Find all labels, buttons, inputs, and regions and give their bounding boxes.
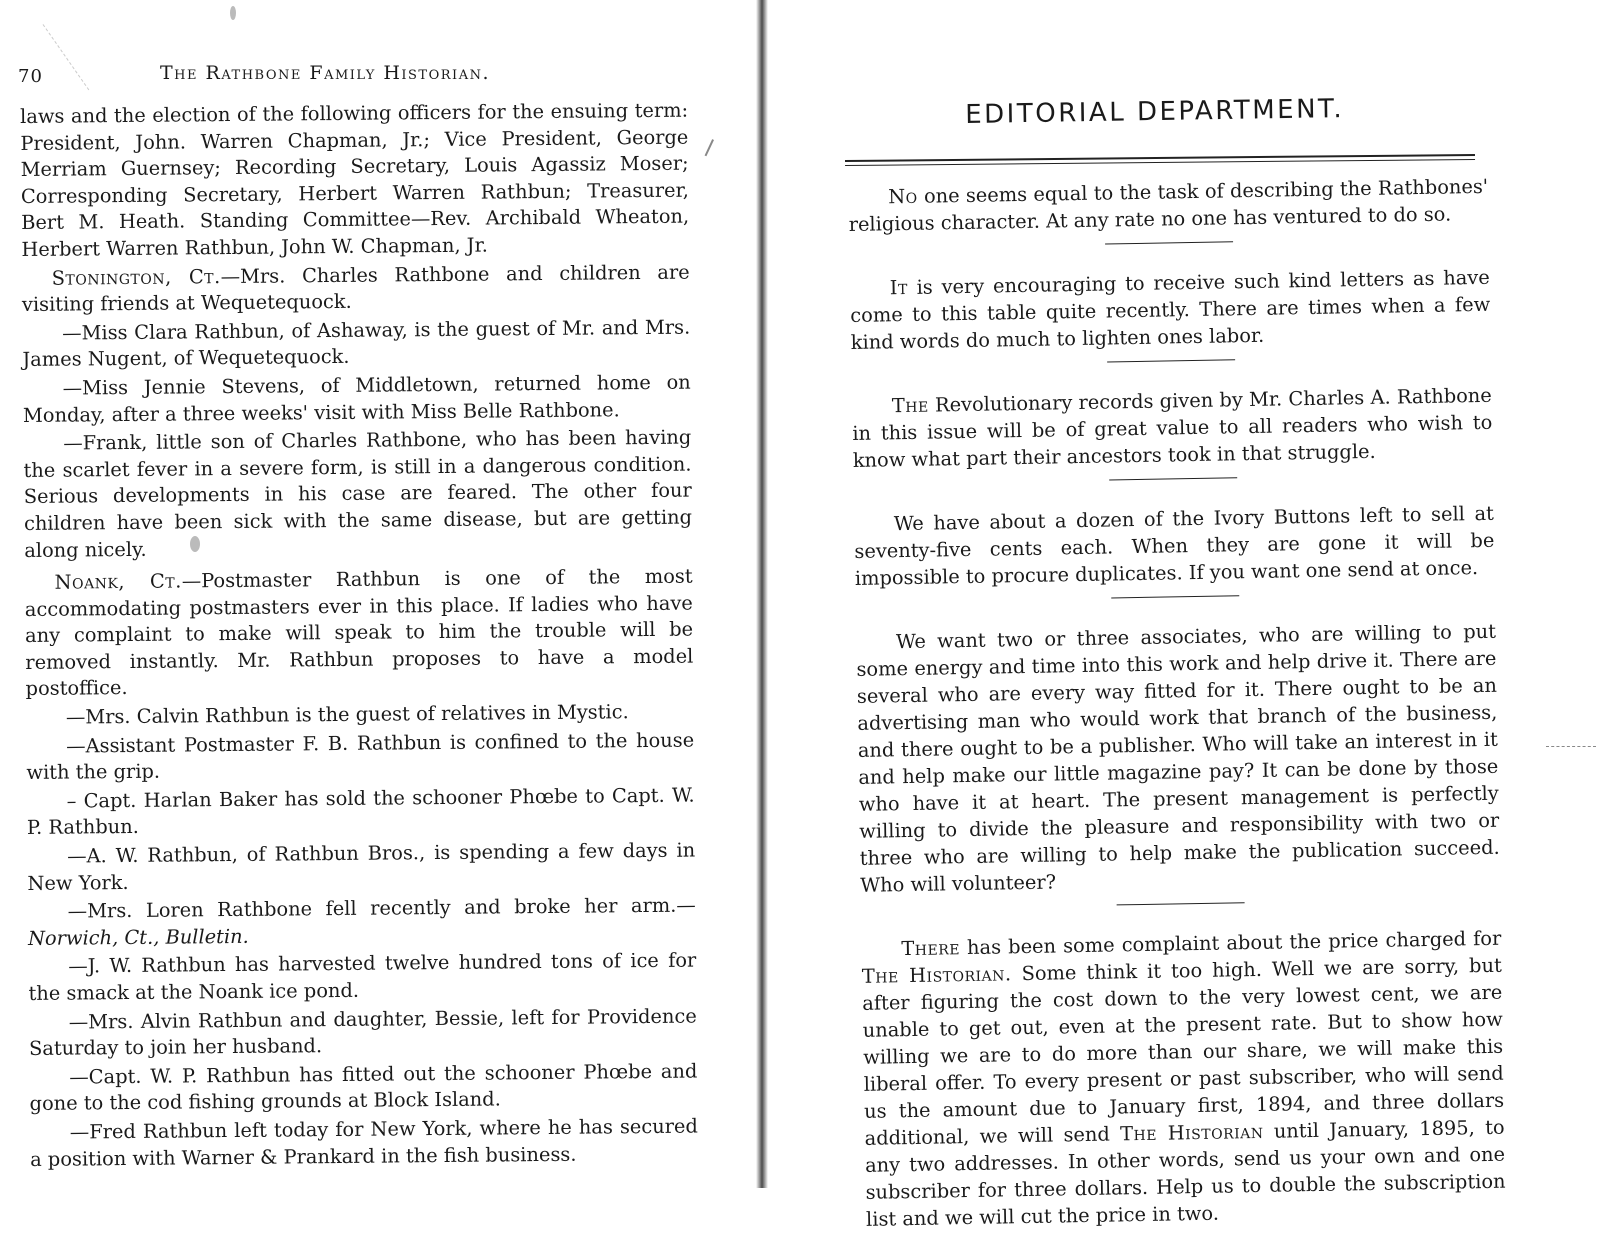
- editorial-item: [861, 925, 1506, 1233]
- editorial-paragraph: [861, 925, 1506, 1233]
- news-item: —J. W. Rathbun has harvested twelve hundred tons of ice for the smack at the Noank ice pond.: [28, 948, 697, 1005]
- left-page: [0, 0, 760, 1188]
- news-item: —Capt. W. P. Rathbun has fitted out the schooner Phœbe and gone to the cod fishing grounds at Block Island.: [29, 1059, 698, 1116]
- section-heading: EDITORIAL DEPARTMENT.: [965, 94, 1345, 130]
- editorial-paragraph: [856, 618, 1501, 899]
- item-text: Revolutionary records given by Mr. Charles A. Rathbone in this issue will be of great value to all readers who wish to know what part their ancestors took in that struggle.: [852, 383, 1493, 472]
- paragraph-officers: laws and the election of the following officers for the ensuing term: President, John. Warren Chapman, Jr.; Vice President, George Merriam Guernsey; Recording Secretary, Louis Agassiz Moser; Corresponding Secretary, Herbert Warren Rathbun; Treasurer, Bert M. Heath. Standing Committee—Rev. Archibald Wheaton, Herbert Warren Rathbun, John W. Chapman, Jr.: [20, 98, 690, 261]
- lead-word: We: [895, 629, 927, 654]
- place-heading-stonington: Stonington, Ct.: [51, 264, 221, 290]
- editorial-paragraph: [852, 382, 1493, 474]
- editorial-item: [848, 173, 1489, 238]
- separator-rule: [1111, 595, 1239, 598]
- news-item: —Mrs. Alvin Rathbun and daughter, Bessie, left for Providence Saturday to join her husband.: [28, 1004, 697, 1061]
- paragraph-stonington: [22, 259, 690, 319]
- editorial-paragraph: [854, 500, 1495, 592]
- running-title: The Rathbone Family Historian.: [160, 62, 490, 84]
- lead-word: We: [893, 511, 924, 536]
- item-text: want two or three associates, who are willing to put some energy and time into this work and help drive it. There are several who are every way fitted for it. There ought to be an advertising man who would work that branch of the business, and there ought to be a publisher. Who will take an interest in it and help make our little magazine pay? It can be done by those who have it at heart. The present management is perfectly willing to divide the pleasure and responsibility with two or three who are willing to help make the publication succeed. Who will volunteer?: [856, 619, 1500, 897]
- item-text: is very encouraging to receive such kind letters as have come to this table quite recently. There are times when a few kind words do much to lighten ones labor.: [850, 265, 1491, 354]
- separator-rule: [1109, 477, 1237, 480]
- editorial-item: [856, 618, 1501, 899]
- margin-marks: [1546, 746, 1596, 747]
- item-text: —Mrs. Loren Rathbone fell recently and broke her arm.—: [67, 893, 696, 923]
- item-text: —Postmaster Rathbun is one of the most accommodating postmasters ever in this place. If ladies who have any complaint to make will speak to him the trouble will be removed instantly. Mr. Rathbun proposes to have a model postoffice.: [24, 564, 694, 701]
- separator-rule: [1107, 359, 1235, 362]
- item-text: has been some complaint about the price charged for: [959, 926, 1502, 960]
- news-item: —Mrs. Calvin Rathbun is the guest of relatives in Mystic.: [65, 700, 629, 729]
- item-text: until January, 1895, to any two addresses. In other words, send us your own and one subscriber for three dollars. Help us to double the subscription list and we will cut the price in two.: [864, 1115, 1506, 1231]
- news-item: —Assistant Postmaster F. B. Rathbun is confined to the house with the grip.: [26, 728, 695, 785]
- editorial-paragraph: [848, 173, 1489, 238]
- separator-rule: [1105, 241, 1233, 244]
- news-item: —Miss Jennie Stevens, of Middletown, returned home on Monday, after a three weeks' visit with Miss Belle Rathbone.: [22, 370, 691, 427]
- news-item: —A. W. Rathbun, of Rathbun Bros., is spending a few days in New York.: [27, 838, 696, 895]
- place-heading-noank: Noank, Ct.: [54, 569, 182, 594]
- editorial-item: [852, 382, 1493, 474]
- left-column-text: [20, 98, 698, 1176]
- news-item: —Frank, little son of Charles Rathbone, who has been having the scarlet fever in a severe form, is still in a dangerous condition. Serious developments in his case are feared. The other four children have been sick with the same disease, but are getting along nicely.: [23, 425, 693, 562]
- editorial-item: [854, 500, 1495, 592]
- item-text: one seems equal to the task of describing the Rathbones' religious character. At any rate no one has ventured to do so.: [848, 174, 1489, 236]
- lead-word: The: [891, 393, 929, 418]
- item-text: Some think it too high. Well we are sorry, but after figuring the cost down to the very lowest cent, we are unable to get out, even at the present rate. But to show how willing we are to do more than our share, we will make this liberal offer. To every present or past subscriber, who will send us the amount due to January first, 1894, and three dollars additional, we will send: [862, 953, 1505, 1150]
- lead-word: No: [888, 184, 918, 209]
- item-text: have about a dozen of the Ivory Buttons left to sell at seventy-five cents each. When they are gone it will be impossible to procure duplicates. If you want one send at once.: [854, 501, 1495, 590]
- news-item: —Fred Rathbun left today for New York, where he has secured a position with Warner & Prankard in the fish business.: [30, 1114, 698, 1171]
- page-number: 70: [18, 66, 43, 87]
- paragraph-noank: [24, 564, 693, 703]
- publication-title: The Historian: [1119, 1119, 1264, 1146]
- item-text: —Mrs. Charles Rathbone and children are visiting friends at Wequetequock.: [21, 260, 690, 317]
- editorial-paragraph: [850, 264, 1491, 356]
- lead-word: It: [889, 275, 909, 300]
- lead-word: There: [901, 936, 961, 961]
- ink-smudge: [230, 6, 236, 20]
- news-item: —Miss Clara Rathbun, of Ashaway, is the guest of Mr. and Mrs. James Nugent, of Wequetequock.: [22, 315, 691, 372]
- news-item: [28, 893, 696, 953]
- news-item: – Capt. Harlan Baker has sold the schooner Phœbe to Capt. W. P. Rathbun.: [26, 783, 695, 840]
- editorial-column: [848, 173, 1506, 1233]
- ink-smudge: [190, 536, 200, 552]
- editorial-item: [850, 264, 1491, 356]
- publication-title: The Historian.: [861, 962, 1012, 988]
- source-citation: Norwich, Ct., Bulletin.: [27, 924, 249, 950]
- separator-rule: [1117, 902, 1245, 905]
- page-gutter: [756, 0, 768, 1188]
